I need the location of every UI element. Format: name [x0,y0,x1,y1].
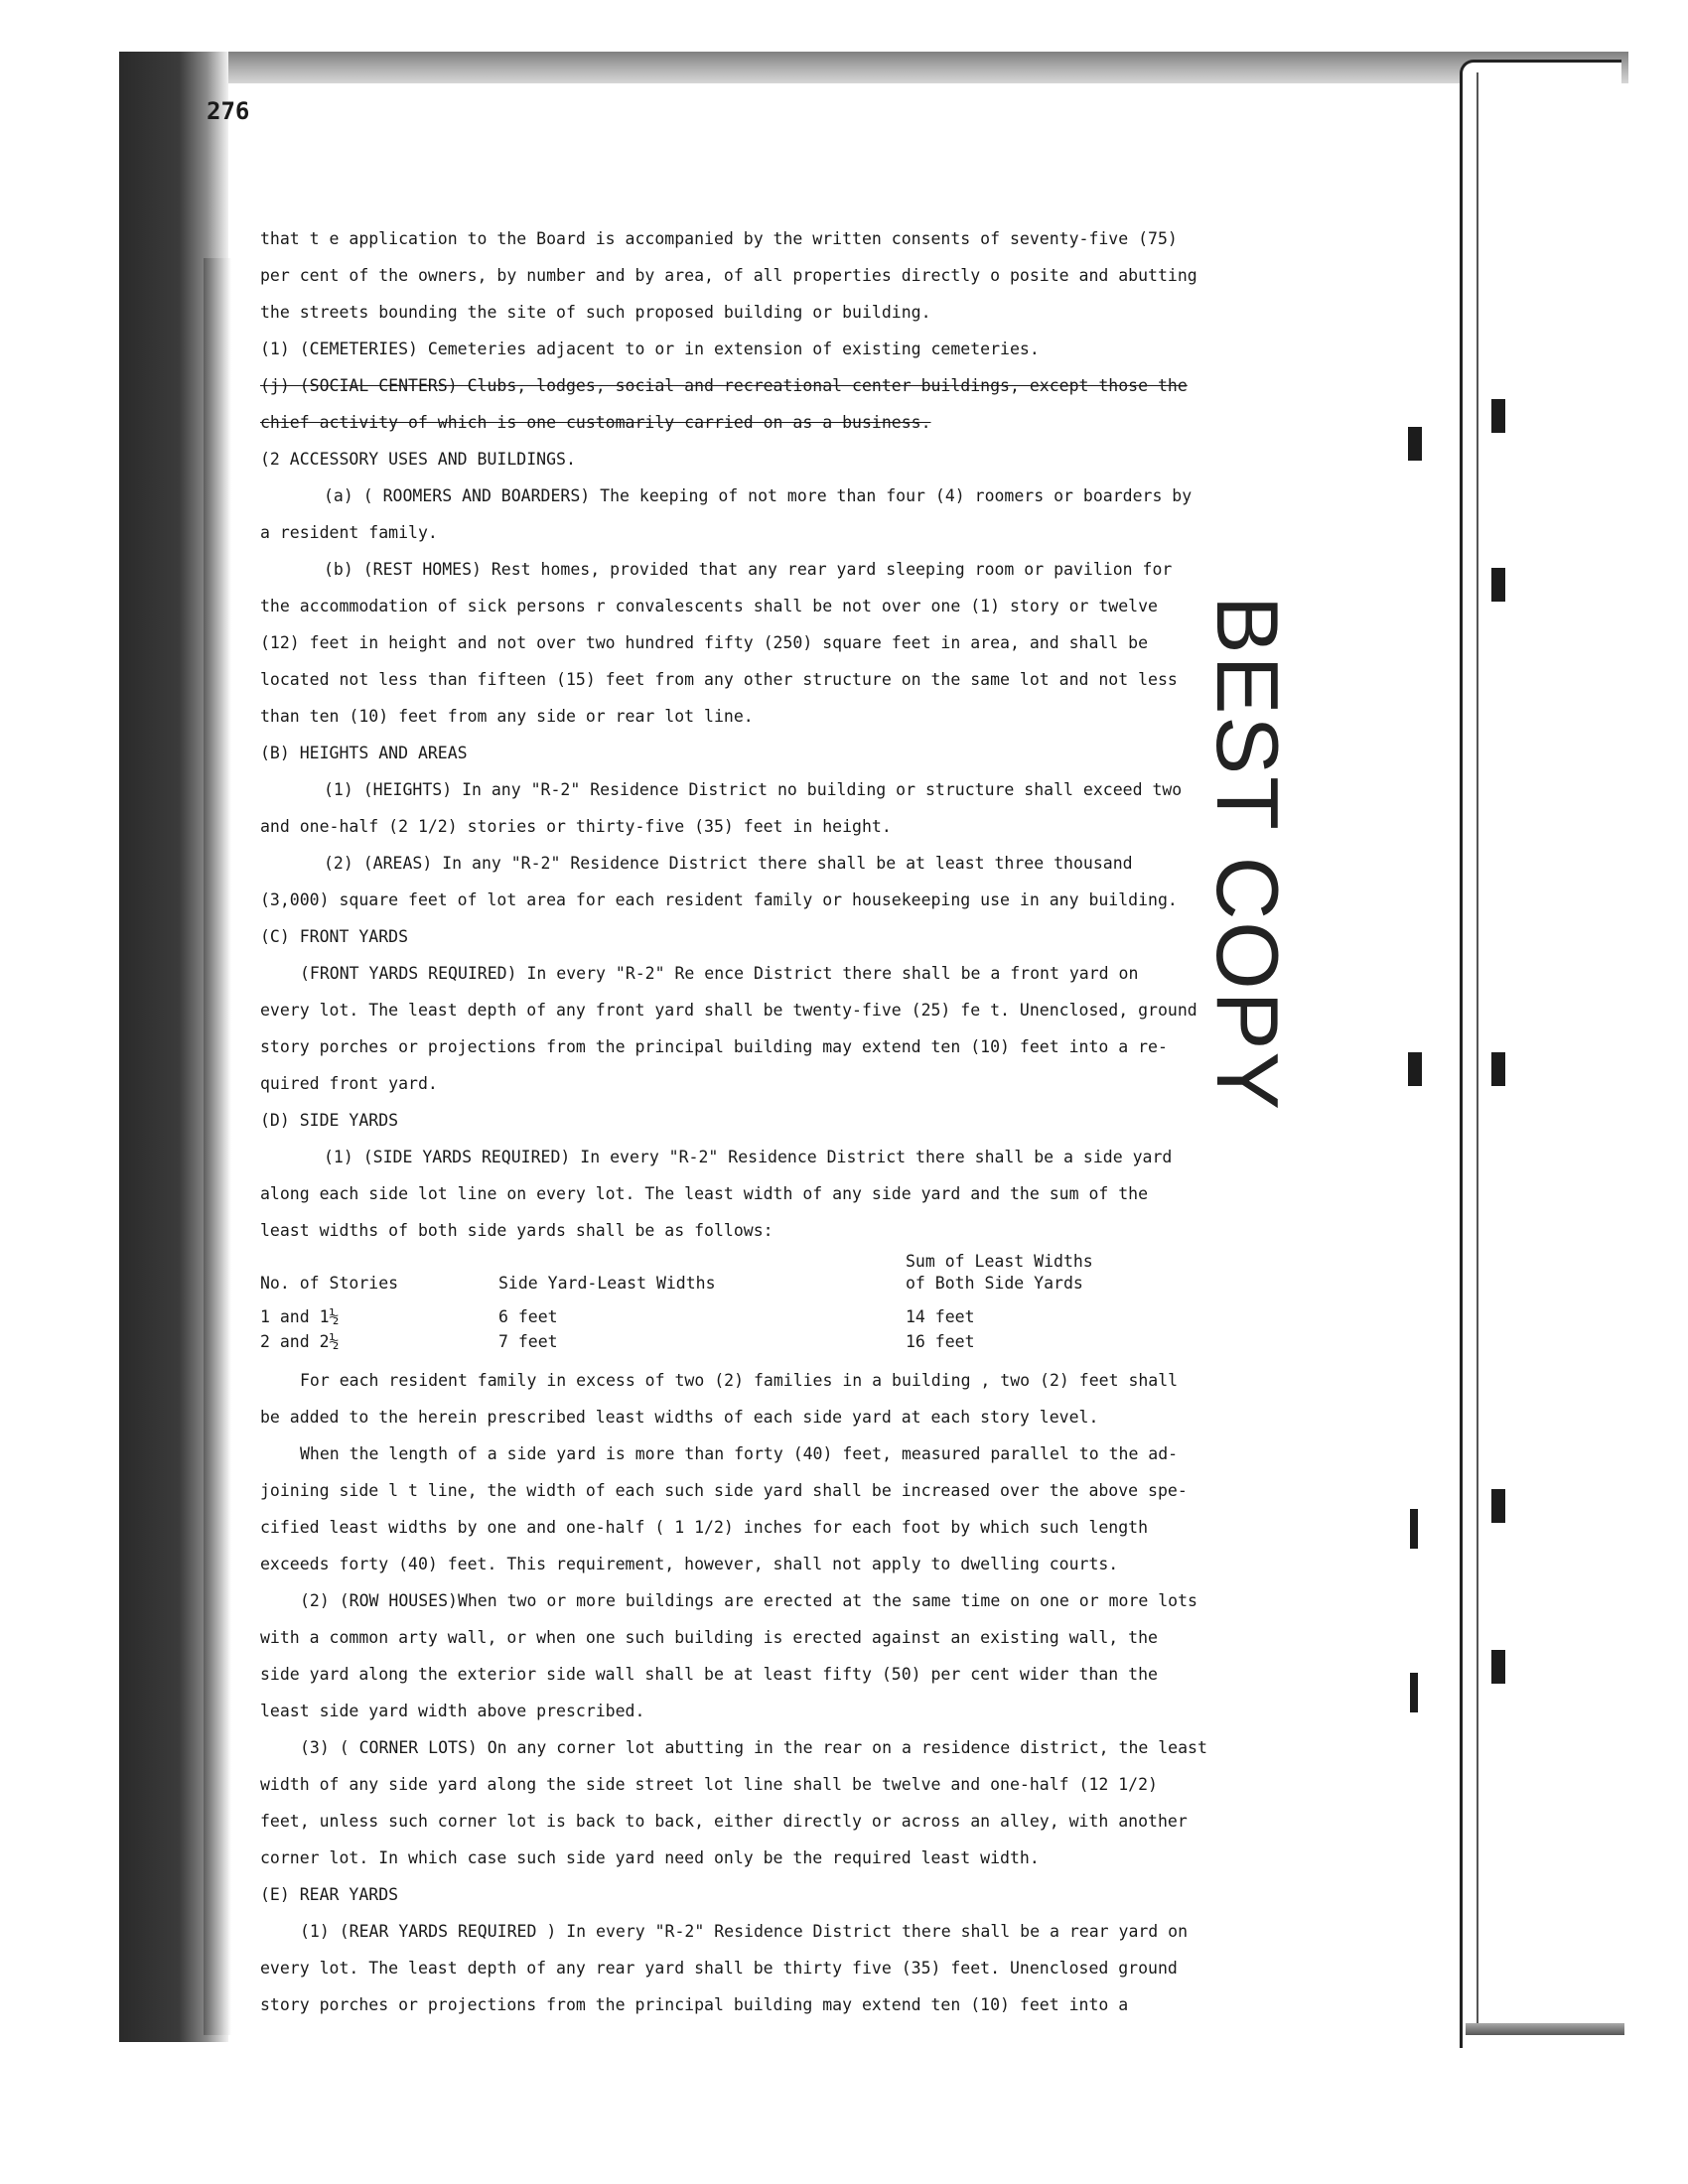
section-heading: (E) REAR YARDS [260,1885,399,1904]
text-line: (b) (REST HOMES) Rest homes, provided that any rear yard sleeping room or pavilion for [324,560,1173,579]
table-row [260,1304,1203,1329]
text-line: (3) ( CORNER LOTS) On any corner lot abutting in the rear on a residence district, the least [300,1738,1207,1757]
text-line: (12) feet in height and not over two hundred fifty (250) square feet in area, and shall be [260,633,1149,652]
text-line: (FRONT YARDS REQUIRED) In every "R-2" Re ence District there shall be a front yard on [300,964,1139,983]
table-cell: 1 and 1½ [260,1307,340,1326]
table-header: No. of Stories [260,1274,399,1293]
scan-bottom-edge [1466,2023,1624,2035]
binder-mark [1491,1489,1505,1523]
text-line: story porches or projections from the principal building may extend ten (10) feet into a [260,1995,1129,2014]
table-header: Side Yard-Least Widths [498,1274,716,1293]
section-heading: (C) FRONT YARDS [260,927,409,946]
table-header-row [260,1251,1203,1304]
section-heading: (D) SIDE YARDS [260,1111,399,1130]
text-line: exceeds forty (40) feet. This requirement, however, shall not apply to dwelling courts. [260,1555,1119,1573]
struck-line: (j) (SOCIAL CENTERS) Clubs, lodges, social and recreational center buildings, except those the [260,376,1188,395]
table-header-line: of Both Side Yards [906,1274,1083,1293]
text-line: the streets bounding the site of such proposed building or building. [260,303,931,322]
text-line: a resident family. [260,523,438,542]
binder-mark [1408,1052,1422,1086]
text-line: every lot. The least depth of any front yard shall be twenty-five (25) fe t. Unenclosed, ground [260,1001,1197,1020]
text-line: than ten (10) feet from any side or rear lot line. [260,707,754,726]
text-line: along each side lot line on every lot. The least width of any side yard and the sum of the [260,1184,1149,1203]
section-heading: (2 ACCESSORY USES AND BUILDINGS. [260,450,576,469]
text-line: quired front yard. [260,1074,438,1093]
text-line: least side yard width above prescribed. [260,1702,645,1720]
ordinance-text [260,220,1303,2023]
text-line: For each resident family in excess of two (2) families in a building , two (2) feet shall [300,1371,1179,1390]
side-yard-table [260,1251,1203,1354]
table-cell: 14 feet [906,1307,975,1326]
scan-right-panel [1460,60,1621,2048]
text-line: that t e application to the Board is accompanied by the written consents of seventy-five (75) [260,229,1178,248]
text-line: (1) (SIDE YARDS REQUIRED) In every "R-2" Residence District there shall be a side yard [324,1148,1173,1166]
binder-mark [1491,1650,1505,1684]
binder-mark [1491,399,1505,433]
text-line: corner lot. In which case such side yard need only be the required least width. [260,1848,1040,1867]
text-line: side yard along the exterior side wall shall be at least fifty (50) per cent wider than the [260,1665,1158,1684]
page-number: 276 [207,97,250,125]
text-line: cified least widths by one and one-half ( 1 1/2) inches for each foot by which such length [260,1518,1149,1537]
text-line: (2) (ROW HOUSES)When two or more buildings are erected at the same time on one or more lots [300,1591,1197,1610]
table-cell: 6 feet [498,1307,558,1326]
binder-mark [1410,1509,1418,1549]
text-line: (1) (CEMETERIES) Cemeteries adjacent to or in extension of existing cemeteries. [260,340,1040,358]
struck-line: chief activity of which is one customarily carried on as a business. [260,413,931,432]
text-line: width of any side yard along the side street lot line shall be twelve and one-half (12 1/2) [260,1775,1158,1794]
text-line: least widths of both side yards shall be as follows: [260,1221,774,1240]
binder-mark [1491,1052,1505,1086]
text-line: story porches or projections from the principal building may extend ten (10) feet into a re- [260,1037,1168,1056]
table-cell: 16 feet [906,1332,975,1351]
text-line: joining side l t line, the width of each such side yard shall be increased over the above spe- [260,1481,1188,1500]
scan-left-fade [204,258,231,2035]
text-line: (2) (AREAS) In any "R-2" Residence District there shall be at least three thousand [324,854,1133,873]
text-line: (a) ( ROOMERS AND BOARDERS) The keeping of not more than four (4) roomers or boarders by [324,486,1193,505]
text-line: the accommodation of sick persons r convalescents shall be not over one (1) story or twelve [260,597,1158,615]
section-heading: (B) HEIGHTS AND AREAS [260,744,468,762]
table-cell: 2 and 2½ [260,1332,340,1351]
table-row [260,1329,1203,1354]
text-line: and one-half (2 1/2) stories or thirty-five (35) feet in height. [260,817,892,836]
text-line: When the length of a side yard is more than forty (40) feet, measured parallel to the ad- [300,1444,1179,1463]
table-cell: 7 feet [498,1332,558,1351]
scan-top-edge [119,52,1628,83]
text-line: every lot. The least depth of any rear yard shall be thirty five (35) feet. Unenclosed ground [260,1959,1178,1978]
text-line: (1) (REAR YARDS REQUIRED ) In every "R-2" Residence District there shall be a rear yard on [300,1922,1189,1941]
binder-mark [1491,568,1505,602]
panel-edge-line [1477,72,1478,2028]
text-line: (3,000) square feet of lot area for each resident family or housekeeping use in any building. [260,890,1178,909]
table-header-line: Sum of Least Widths [906,1252,1093,1271]
text-line: located not less than fifteen (15) feet from any other structure on the same lot and not less [260,670,1178,689]
text-line: per cent of the owners, by number and by area, of all properties directly o posite and abutting [260,266,1197,285]
best-copy-stamp: BEST COPY [1198,596,1297,1113]
table-header [906,1251,1203,1304]
text-line: with a common arty wall, or when one such building is erected against an existing wall, the [260,1628,1158,1647]
text-line: (1) (HEIGHTS) In any "R-2" Residence District no building or structure shall exceed two [324,780,1183,799]
text-line: feet, unless such corner lot is back to back, either directly or across an alley, with another [260,1812,1188,1831]
binder-mark [1408,427,1422,461]
text-line: be added to the herein prescribed least widths of each side yard at each story level. [260,1408,1099,1427]
binder-mark [1410,1673,1418,1712]
